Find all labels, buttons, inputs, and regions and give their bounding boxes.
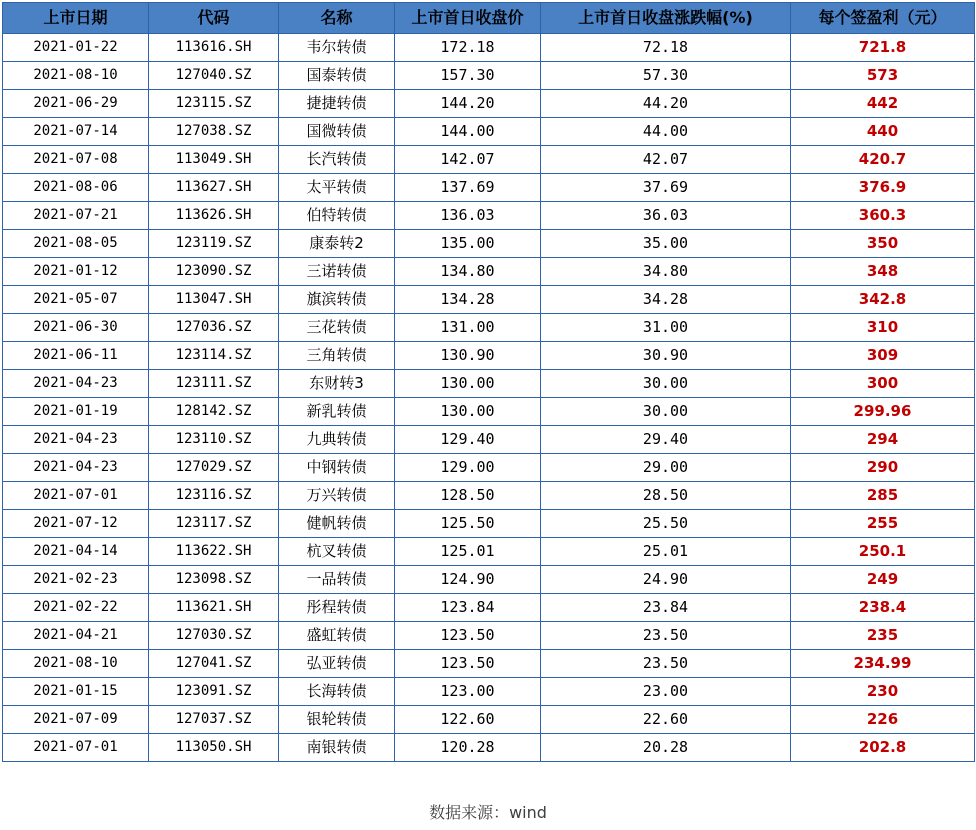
cell-name: 伯特转债	[279, 202, 395, 230]
cell-listing-date: 2021-06-11	[3, 342, 149, 370]
cell-listing-date: 2021-05-07	[3, 286, 149, 314]
cell-name: 康泰转2	[279, 230, 395, 258]
cell-code: 123110.SZ	[149, 426, 279, 454]
table-row	[3, 34, 975, 62]
column-header-name: 名称	[279, 3, 395, 34]
cell-first-day-close: 123.50	[395, 650, 541, 678]
cell-name: 三诺转债	[279, 258, 395, 286]
cell-profit-per-lot: 230	[791, 678, 975, 706]
cell-code: 123116.SZ	[149, 482, 279, 510]
cell-profit-per-lot: 238.4	[791, 594, 975, 622]
cell-first-day-close: 120.28	[395, 734, 541, 762]
cell-name: 银轮转债	[279, 706, 395, 734]
cell-name: 彤程转债	[279, 594, 395, 622]
cell-code: 113626.SH	[149, 202, 279, 230]
cell-code: 113616.SH	[149, 34, 279, 62]
page-container	[0, 2, 976, 830]
cell-first-day-close: 128.50	[395, 482, 541, 510]
cell-first-day-close: 124.90	[395, 566, 541, 594]
cell-first-day-close: 130.00	[395, 370, 541, 398]
cell-listing-date: 2021-04-21	[3, 622, 149, 650]
cell-first-day-close: 129.00	[395, 454, 541, 482]
cell-code: 123114.SZ	[149, 342, 279, 370]
cell-first-day-change: 23.50	[541, 650, 791, 678]
cell-profit-per-lot: 342.8	[791, 286, 975, 314]
cell-profit-per-lot: 573	[791, 62, 975, 90]
cell-first-day-close: 134.80	[395, 258, 541, 286]
cell-listing-date: 2021-08-06	[3, 174, 149, 202]
cell-profit-per-lot: 299.96	[791, 398, 975, 426]
cell-name: 南银转债	[279, 734, 395, 762]
cell-code: 127040.SZ	[149, 62, 279, 90]
cell-listing-date: 2021-01-15	[3, 678, 149, 706]
cell-name: 东财转3	[279, 370, 395, 398]
table-row	[3, 118, 975, 146]
cell-profit-per-lot: 249	[791, 566, 975, 594]
cell-name: 太平转债	[279, 174, 395, 202]
cell-first-day-change: 44.00	[541, 118, 791, 146]
table-row	[3, 622, 975, 650]
cell-code: 127041.SZ	[149, 650, 279, 678]
cell-name: 盛虹转债	[279, 622, 395, 650]
column-header-profit-per-lot: 每个签盈利（元）	[791, 3, 975, 34]
cell-code: 123098.SZ	[149, 566, 279, 594]
cell-first-day-close: 144.20	[395, 90, 541, 118]
cell-profit-per-lot: 234.99	[791, 650, 975, 678]
cell-listing-date: 2021-02-22	[3, 594, 149, 622]
cell-code: 127038.SZ	[149, 118, 279, 146]
cell-listing-date: 2021-04-23	[3, 454, 149, 482]
table-row	[3, 286, 975, 314]
cell-listing-date: 2021-04-14	[3, 538, 149, 566]
table-row	[3, 398, 975, 426]
cell-first-day-change: 57.30	[541, 62, 791, 90]
cell-first-day-change: 25.50	[541, 510, 791, 538]
cell-profit-per-lot: 721.8	[791, 34, 975, 62]
cell-first-day-change: 29.00	[541, 454, 791, 482]
table-row	[3, 678, 975, 706]
cell-name: 三角转债	[279, 342, 395, 370]
cell-first-day-close: 122.60	[395, 706, 541, 734]
table-row	[3, 342, 975, 370]
cell-first-day-close: 136.03	[395, 202, 541, 230]
cell-code: 113049.SH	[149, 146, 279, 174]
cell-profit-per-lot: 442	[791, 90, 975, 118]
cell-listing-date: 2021-07-09	[3, 706, 149, 734]
cell-first-day-change: 30.90	[541, 342, 791, 370]
cell-first-day-change: 22.60	[541, 706, 791, 734]
cell-profit-per-lot: 310	[791, 314, 975, 342]
cell-listing-date: 2021-01-12	[3, 258, 149, 286]
cell-first-day-close: 144.00	[395, 118, 541, 146]
table-row	[3, 650, 975, 678]
cell-code: 127036.SZ	[149, 314, 279, 342]
cell-profit-per-lot: 202.8	[791, 734, 975, 762]
table-header	[3, 3, 975, 34]
cell-first-day-close: 130.90	[395, 342, 541, 370]
cell-name: 健帆转债	[279, 510, 395, 538]
table-row	[3, 174, 975, 202]
cell-profit-per-lot: 300	[791, 370, 975, 398]
cell-profit-per-lot: 309	[791, 342, 975, 370]
cell-name: 万兴转债	[279, 482, 395, 510]
cell-listing-date: 2021-08-10	[3, 650, 149, 678]
cell-first-day-change: 29.40	[541, 426, 791, 454]
cell-profit-per-lot: 285	[791, 482, 975, 510]
cell-first-day-change: 42.07	[541, 146, 791, 174]
table-header-row	[3, 3, 975, 34]
cell-first-day-change: 30.00	[541, 398, 791, 426]
cell-listing-date: 2021-08-10	[3, 62, 149, 90]
cell-profit-per-lot: 420.7	[791, 146, 975, 174]
cell-listing-date: 2021-08-05	[3, 230, 149, 258]
cell-listing-date: 2021-01-22	[3, 34, 149, 62]
table-row	[3, 538, 975, 566]
column-header-first-day-change: 上市首日收盘涨跌幅(%)	[541, 3, 791, 34]
cell-code: 123090.SZ	[149, 258, 279, 286]
cell-first-day-change: 44.20	[541, 90, 791, 118]
cell-name: 捷捷转债	[279, 90, 395, 118]
cell-name: 中钢转债	[279, 454, 395, 482]
cell-code: 127029.SZ	[149, 454, 279, 482]
cell-first-day-close: 142.07	[395, 146, 541, 174]
table-row	[3, 202, 975, 230]
cell-first-day-change: 30.00	[541, 370, 791, 398]
cell-first-day-close: 123.50	[395, 622, 541, 650]
cell-code: 113047.SH	[149, 286, 279, 314]
cell-listing-date: 2021-06-29	[3, 90, 149, 118]
cell-first-day-close: 123.84	[395, 594, 541, 622]
column-header-first-day-close: 上市首日收盘价	[395, 3, 541, 34]
cell-first-day-change: 72.18	[541, 34, 791, 62]
cell-name: 国微转债	[279, 118, 395, 146]
cell-name: 杭叉转债	[279, 538, 395, 566]
cell-first-day-change: 34.80	[541, 258, 791, 286]
cell-listing-date: 2021-07-21	[3, 202, 149, 230]
cell-code: 123111.SZ	[149, 370, 279, 398]
convertible-bond-table	[2, 2, 975, 762]
cell-profit-per-lot: 250.1	[791, 538, 975, 566]
cell-first-day-close: 137.69	[395, 174, 541, 202]
cell-name: 长海转债	[279, 678, 395, 706]
cell-listing-date: 2021-04-23	[3, 370, 149, 398]
cell-first-day-change: 34.28	[541, 286, 791, 314]
cell-listing-date: 2021-07-08	[3, 146, 149, 174]
cell-first-day-close: 134.28	[395, 286, 541, 314]
table-row	[3, 426, 975, 454]
cell-code: 123115.SZ	[149, 90, 279, 118]
cell-listing-date: 2021-04-23	[3, 426, 149, 454]
cell-code: 123119.SZ	[149, 230, 279, 258]
table-row	[3, 734, 975, 762]
cell-first-day-change: 23.50	[541, 622, 791, 650]
table-row	[3, 594, 975, 622]
table-body	[3, 34, 975, 762]
table-row	[3, 510, 975, 538]
cell-profit-per-lot: 376.9	[791, 174, 975, 202]
cell-first-day-change: 23.84	[541, 594, 791, 622]
cell-first-day-close: 135.00	[395, 230, 541, 258]
cell-first-day-change: 35.00	[541, 230, 791, 258]
column-header-code: 代码	[149, 3, 279, 34]
cell-profit-per-lot: 290	[791, 454, 975, 482]
table-row	[3, 62, 975, 90]
cell-code: 113050.SH	[149, 734, 279, 762]
cell-first-day-change: 20.28	[541, 734, 791, 762]
cell-name: 弘亚转债	[279, 650, 395, 678]
cell-profit-per-lot: 440	[791, 118, 975, 146]
data-source-caption: 数据来源：wind	[429, 803, 547, 822]
cell-first-day-change: 28.50	[541, 482, 791, 510]
cell-first-day-close: 157.30	[395, 62, 541, 90]
cell-listing-date: 2021-07-14	[3, 118, 149, 146]
table-row	[3, 314, 975, 342]
cell-profit-per-lot: 348	[791, 258, 975, 286]
cell-profit-per-lot: 235	[791, 622, 975, 650]
cell-listing-date: 2021-01-19	[3, 398, 149, 426]
table-row	[3, 370, 975, 398]
cell-first-day-change: 37.69	[541, 174, 791, 202]
cell-first-day-close: 123.00	[395, 678, 541, 706]
cell-name: 长汽转债	[279, 146, 395, 174]
cell-name: 一品转债	[279, 566, 395, 594]
cell-first-day-change: 24.90	[541, 566, 791, 594]
cell-first-day-close: 172.18	[395, 34, 541, 62]
table-row	[3, 146, 975, 174]
table-row	[3, 482, 975, 510]
cell-profit-per-lot: 255	[791, 510, 975, 538]
cell-code: 113622.SH	[149, 538, 279, 566]
cell-code: 128142.SZ	[149, 398, 279, 426]
cell-first-day-close: 129.40	[395, 426, 541, 454]
cell-first-day-change: 31.00	[541, 314, 791, 342]
cell-profit-per-lot: 294	[791, 426, 975, 454]
cell-profit-per-lot: 350	[791, 230, 975, 258]
cell-name: 九典转债	[279, 426, 395, 454]
table-row	[3, 258, 975, 286]
cell-first-day-close: 125.50	[395, 510, 541, 538]
cell-name: 新乳转债	[279, 398, 395, 426]
cell-name: 旗滨转债	[279, 286, 395, 314]
cell-listing-date: 2021-07-01	[3, 734, 149, 762]
cell-first-day-close: 130.00	[395, 398, 541, 426]
cell-first-day-close: 131.00	[395, 314, 541, 342]
cell-name: 韦尔转债	[279, 34, 395, 62]
table-row	[3, 706, 975, 734]
cell-name: 三花转债	[279, 314, 395, 342]
table-row	[3, 454, 975, 482]
table-row	[3, 566, 975, 594]
cell-listing-date: 2021-07-01	[3, 482, 149, 510]
cell-profit-per-lot: 360.3	[791, 202, 975, 230]
cell-first-day-change: 36.03	[541, 202, 791, 230]
table-row	[3, 90, 975, 118]
cell-first-day-close: 125.01	[395, 538, 541, 566]
cell-code: 127037.SZ	[149, 706, 279, 734]
column-header-listing-date: 上市日期	[3, 3, 149, 34]
cell-name: 国泰转债	[279, 62, 395, 90]
cell-code: 113627.SH	[149, 174, 279, 202]
cell-listing-date: 2021-07-12	[3, 510, 149, 538]
cell-code: 113621.SH	[149, 594, 279, 622]
cell-first-day-change: 25.01	[541, 538, 791, 566]
cell-first-day-change: 23.00	[541, 678, 791, 706]
table-row	[3, 230, 975, 258]
cell-code: 127030.SZ	[149, 622, 279, 650]
cell-listing-date: 2021-02-23	[3, 566, 149, 594]
cell-profit-per-lot: 226	[791, 706, 975, 734]
cell-code: 123091.SZ	[149, 678, 279, 706]
cell-code: 123117.SZ	[149, 510, 279, 538]
cell-listing-date: 2021-06-30	[3, 314, 149, 342]
